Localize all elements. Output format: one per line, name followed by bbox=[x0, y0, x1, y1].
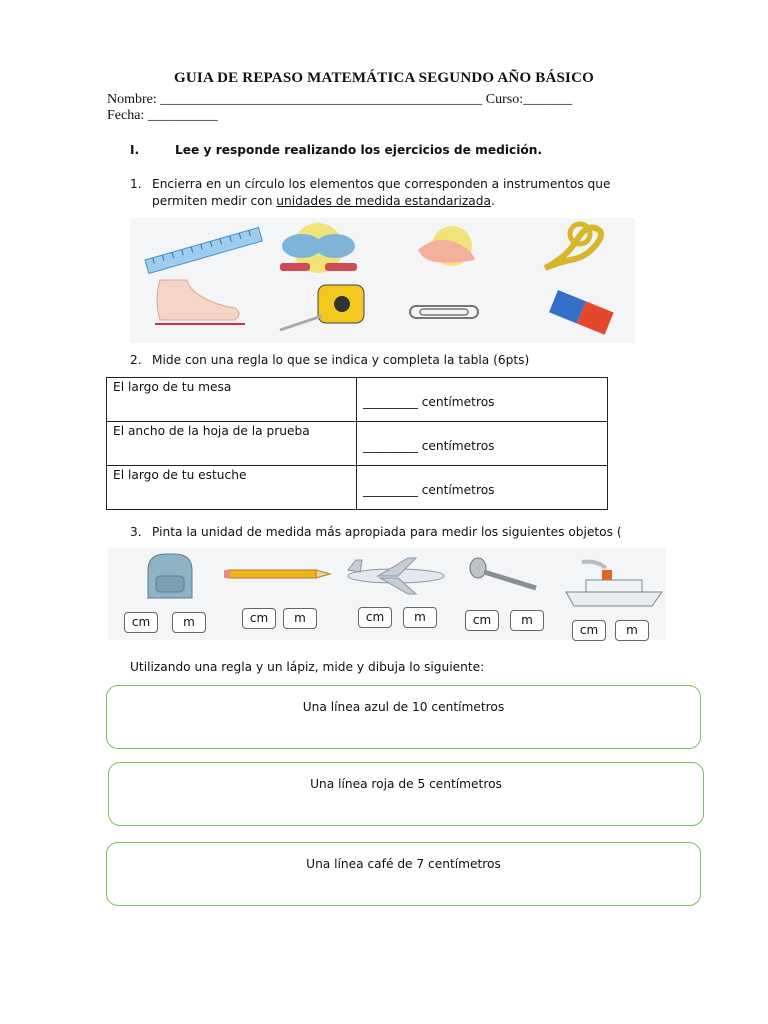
draw-box-blue-line[interactable] bbox=[106, 685, 701, 749]
measurement-table bbox=[106, 377, 608, 510]
q3-text: Pinta la unidad de medida más apropiada para medir los siguientes objetos ( bbox=[152, 525, 622, 539]
table-cell-item: El ancho de la hoja de la prueba bbox=[107, 422, 357, 466]
table-cell-item: El largo de tu mesa bbox=[107, 378, 357, 422]
table-row bbox=[107, 422, 608, 466]
unit-m-screw[interactable]: m bbox=[510, 610, 544, 631]
unit-cm-airplane[interactable]: cm bbox=[358, 607, 392, 628]
table-cell-answer[interactable]: _________ centímetros bbox=[357, 378, 608, 422]
q1-underlined: unidades de medida estandarizada bbox=[276, 194, 491, 208]
q3-number: 3. bbox=[130, 525, 142, 539]
section-numeral: I. bbox=[130, 143, 140, 157]
unit-m-pencil[interactable]: m bbox=[283, 608, 317, 629]
draw-box-label: Una línea azul de 10 centímetros bbox=[302, 700, 505, 714]
q4-intro: Utilizando una regla y un lápiz, mide y dibuja lo siguiente: bbox=[130, 660, 485, 674]
unit-cm-screw[interactable]: cm bbox=[465, 610, 499, 631]
draw-box-brown-line[interactable] bbox=[106, 842, 701, 906]
q1-images bbox=[130, 218, 635, 343]
unit-cm-ship[interactable]: cm bbox=[572, 620, 606, 641]
table-cell-item: El largo de tu estuche bbox=[107, 466, 357, 510]
page-title: GUIA DE REPASO MATEMÁTICA SEGUNDO AÑO BÁSICO bbox=[174, 70, 594, 86]
screw-icon bbox=[470, 558, 536, 588]
q1-line1: Encierra en un círculo los elementos que corresponden a instrumentos que bbox=[152, 177, 611, 191]
section-instruction: Lee y responde realizando los ejercicios de medición. bbox=[175, 143, 543, 157]
draw-box-label: Una línea café de 7 centímetros bbox=[306, 857, 501, 871]
fecha-line[interactable]: Fecha: __________ bbox=[107, 108, 218, 123]
draw-box-label: Una línea roja de 5 centímetros bbox=[310, 777, 502, 791]
airplane-icon bbox=[348, 558, 444, 594]
q3-objects bbox=[108, 548, 666, 608]
q1-line2 bbox=[152, 194, 495, 208]
ship-icon bbox=[566, 562, 662, 606]
q2-text: Mide con una regla lo que se indica y completa la tabla (6pts) bbox=[152, 353, 530, 367]
unit-cm-pencil[interactable]: cm bbox=[242, 608, 276, 629]
pencil-icon bbox=[224, 570, 330, 578]
unit-m-airplane[interactable]: m bbox=[403, 607, 437, 628]
nombre-curso-line[interactable]: Nombre: ______________________________________________ Curso:_______ bbox=[107, 92, 573, 107]
q1-line2-post: . bbox=[490, 194, 495, 208]
backpack-icon bbox=[148, 554, 192, 598]
table-cell-answer[interactable]: _________ centímetros bbox=[357, 466, 608, 510]
table-cell-answer[interactable]: _________ centímetros bbox=[357, 422, 608, 466]
q1-line2-pre: permiten medir con bbox=[152, 194, 277, 208]
q2-number: 2. bbox=[130, 353, 142, 367]
unit-m-backpack[interactable]: m bbox=[172, 612, 206, 633]
table-row bbox=[107, 466, 608, 510]
draw-box-red-line[interactable] bbox=[108, 762, 704, 826]
unit-cm-backpack[interactable]: cm bbox=[124, 612, 158, 633]
unit-m-ship[interactable]: m bbox=[615, 620, 649, 641]
q1-number: 1. bbox=[130, 177, 142, 191]
table-row bbox=[107, 378, 608, 422]
